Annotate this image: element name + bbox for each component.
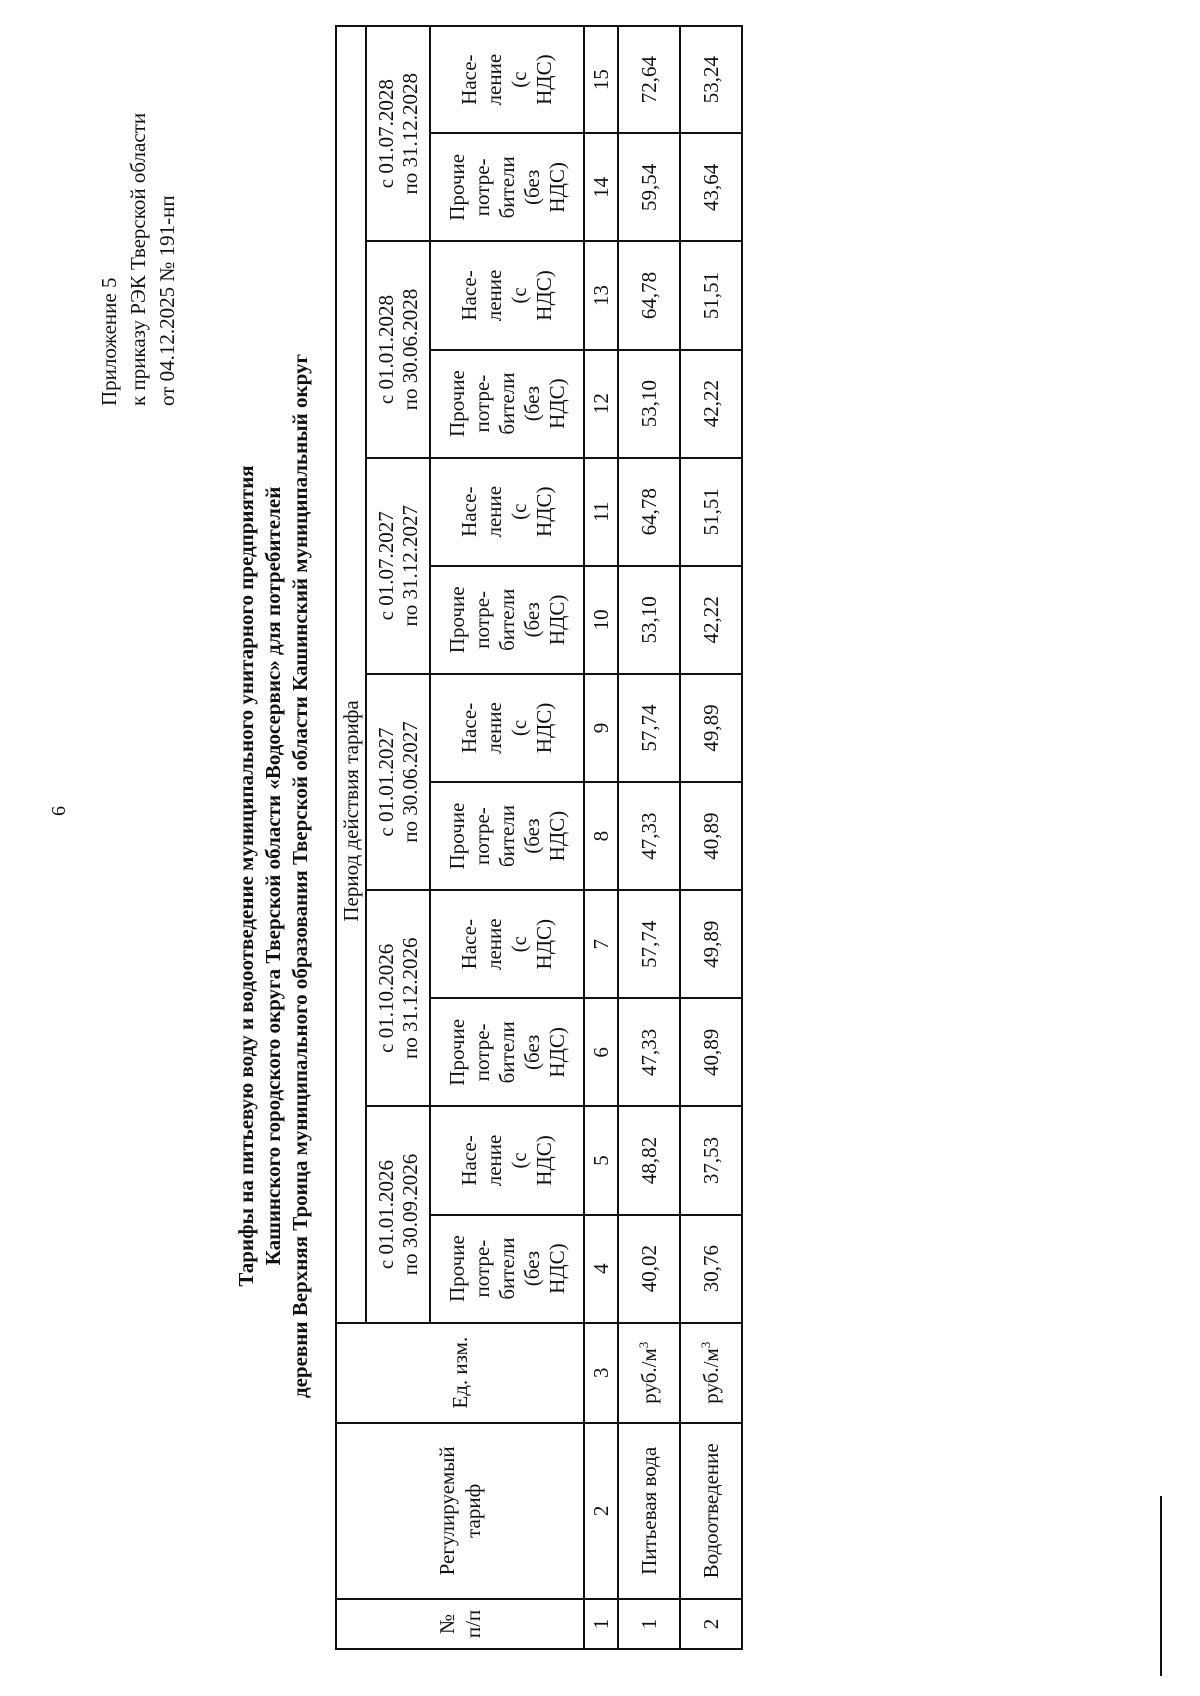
footnote-rule — [1160, 1496, 1162, 1676]
period-to: по 31.12.2026 — [398, 937, 422, 1060]
tariff-value: 51,51 — [680, 458, 742, 566]
header-no: № п/п — [336, 1599, 584, 1649]
consumer-population-text: НДС) — [532, 1135, 556, 1186]
consumer-population-text: (с — [507, 503, 531, 520]
column-number: 7 — [584, 890, 618, 998]
consumer-population-text: (с — [507, 287, 531, 304]
period-from: с 01.07.2027 — [374, 511, 398, 621]
consumer-other-text: бители — [494, 1237, 519, 1300]
tariff-value: 42,22 — [680, 350, 742, 458]
consumer-other-text: (без — [519, 1250, 544, 1287]
tariff-value: 42,22 — [680, 566, 742, 674]
consumer-other-2 — [430, 998, 584, 1106]
period-to: по 31.12.2028 — [398, 72, 422, 195]
consumer-other-3 — [430, 782, 584, 890]
consumer-population-text: Насе- — [457, 54, 481, 105]
consumer-other-text: (без — [519, 818, 544, 854]
consumer-population-6 — [430, 26, 584, 133]
tariff-value: 57,74 — [618, 674, 680, 782]
period-dates-1 — [366, 1106, 430, 1322]
consumer-population-text: (с — [507, 719, 531, 737]
consumer-other-4 — [430, 566, 584, 674]
tariff-value: 53,10 — [618, 350, 680, 458]
tariff-value: 30,76 — [680, 1215, 742, 1323]
consumer-other-text: (без — [519, 385, 544, 422]
header-tariff: Регулируемый тариф — [336, 1423, 584, 1599]
consumer-other-text: потре- — [469, 1023, 494, 1082]
consumer-other-text: потре- — [469, 807, 494, 865]
tariff-value: 47,33 — [618, 998, 680, 1106]
consumer-population-text: НДС) — [532, 702, 556, 754]
consumer-other-text: бители — [494, 156, 519, 219]
title-line-3: деревни Верхняя Троица муниципального образования Тверской области Кашинский муниципальный округ — [288, 353, 312, 1399]
tariff-table — [335, 25, 743, 1650]
period-dates-2 — [366, 890, 430, 1106]
consumer-other-text: НДС) — [544, 594, 569, 646]
consumer-population-text: ление — [482, 485, 506, 538]
appendix-block — [95, 113, 182, 406]
tariff-value: 59,54 — [618, 133, 680, 241]
title-line-2: Кашинского городского округа Тверской области «Водосервис» для потребителей — [261, 486, 285, 1266]
column-number: 15 — [584, 26, 618, 133]
column-number: 11 — [584, 458, 618, 566]
tariff-value: 53,24 — [680, 26, 742, 133]
consumer-population-text: НДС) — [532, 270, 556, 321]
unit-text: руб./м — [637, 1348, 661, 1404]
consumer-other-text: потре- — [469, 590, 494, 649]
page-number: 6 — [48, 806, 70, 816]
row-no: 1 — [618, 1599, 680, 1649]
consumer-other-text: (без — [519, 169, 544, 205]
column-number: 4 — [584, 1215, 618, 1323]
consumer-population-text: (с — [507, 936, 531, 953]
column-number: 2 — [584, 1423, 618, 1599]
tariff-value: 72,64 — [618, 26, 680, 133]
consumer-population-text: Насе- — [457, 270, 481, 321]
period-to: по 30.06.2028 — [398, 288, 422, 411]
column-number: 10 — [584, 566, 618, 674]
column-number: 8 — [584, 782, 618, 890]
consumer-population-text: ление — [482, 53, 506, 106]
column-number: 1 — [584, 1599, 618, 1649]
consumer-population-1 — [430, 1106, 584, 1214]
column-number: 9 — [584, 674, 618, 782]
period-to: по 30.09.2026 — [398, 1153, 422, 1276]
title-line-1: Тарифы на питьевую воду и водоотведение муниципального унитарного предприятия — [234, 465, 258, 1287]
appendix-line-1: Приложение 5 — [97, 277, 121, 406]
consumer-population-text: Насе- — [457, 486, 481, 537]
period-to: по 30.06.2027 — [398, 721, 422, 843]
tariff-value: 49,89 — [680, 674, 742, 782]
period-from: с 01.10.2026 — [374, 943, 398, 1053]
consumer-population-text: НДС) — [532, 486, 556, 537]
consumer-population-text: ление — [482, 918, 506, 971]
header-row-period — [336, 26, 366, 1649]
tariff-value: 64,78 — [618, 458, 680, 566]
consumer-other-text: потре- — [469, 158, 494, 217]
tariff-value: 57,74 — [618, 890, 680, 998]
consumer-other-text: НДС) — [544, 1243, 569, 1294]
column-number: 3 — [584, 1323, 618, 1423]
consumer-other-text: Прочие — [444, 370, 469, 437]
row-unit — [618, 1323, 680, 1423]
consumer-population-4 — [430, 458, 584, 566]
consumer-other-1 — [430, 1215, 584, 1323]
row-no: 2 — [680, 1599, 742, 1649]
consumer-other-6 — [430, 133, 584, 241]
tariff-value: 47,33 — [618, 782, 680, 890]
tariff-value: 40,89 — [680, 998, 742, 1106]
tariff-value: 40,02 — [618, 1215, 680, 1323]
consumer-other-text: НДС) — [544, 1027, 569, 1078]
tariff-value: 43,64 — [680, 133, 742, 241]
consumer-other-text: потре- — [469, 1239, 494, 1298]
column-number: 5 — [584, 1106, 618, 1214]
period-from: с 01.07.2028 — [374, 79, 398, 189]
document-title — [233, 176, 314, 1576]
row-tariff-name: Водоотведение — [680, 1423, 742, 1599]
column-number-row — [584, 26, 618, 1649]
tariff-value: 40,89 — [680, 782, 742, 890]
column-number: 12 — [584, 350, 618, 458]
consumer-population-text: НДС) — [532, 918, 556, 970]
row-unit — [680, 1323, 742, 1423]
header-period: Период действия тарифа — [336, 26, 366, 1323]
consumer-other-text: бители — [494, 588, 519, 651]
row-tariff-name: Питьевая вода — [618, 1423, 680, 1599]
consumer-other-text: бители — [494, 805, 519, 868]
period-dates-6 — [366, 26, 430, 241]
consumer-population-2 — [430, 890, 584, 998]
column-number: 13 — [584, 241, 618, 349]
tariff-value: 37,53 — [680, 1106, 742, 1214]
consumer-other-text: Прочие — [444, 153, 469, 221]
tariff-value: 49,89 — [680, 890, 742, 998]
unit-superscript: 3 — [698, 1341, 713, 1349]
appendix-line-2: к приказу РЭК Тверской области — [126, 112, 150, 406]
tariff-value: 53,10 — [618, 566, 680, 674]
period-dates-3 — [366, 674, 430, 890]
period-from: с 01.01.2026 — [374, 1159, 398, 1270]
consumer-other-text: (без — [519, 1034, 544, 1070]
consumer-other-text: Прочие — [444, 802, 469, 870]
consumer-population-text: (с — [507, 71, 531, 88]
header-unit: Ед. изм. — [336, 1323, 584, 1423]
consumer-population-text: ление — [482, 1134, 506, 1187]
column-number: 6 — [584, 998, 618, 1106]
consumer-population-text: ление — [482, 269, 506, 322]
consumer-other-text: бители — [494, 1021, 519, 1084]
consumer-population-3 — [430, 674, 584, 782]
appendix-line-3: от 04.12.2025 № 191-нп — [155, 195, 179, 406]
period-dates-5 — [366, 241, 430, 457]
consumer-population-text: Насе- — [457, 1135, 481, 1186]
tariff-value: 48,82 — [618, 1106, 680, 1214]
consumer-other-text: НДС) — [544, 810, 569, 862]
consumer-other-text: НДС) — [544, 162, 569, 213]
consumer-population-text: Насе- — [457, 702, 481, 754]
period-from: с 01.01.2027 — [374, 727, 398, 837]
column-number: 14 — [584, 133, 618, 241]
consumer-population-text: НДС) — [532, 54, 556, 105]
consumer-other-text: потре- — [469, 374, 494, 433]
table-row — [680, 26, 742, 1649]
unit-text: руб./м — [699, 1348, 723, 1404]
consumer-other-text: Прочие — [444, 1018, 469, 1086]
period-dates-4 — [366, 458, 430, 674]
unit-superscript: 3 — [636, 1341, 651, 1349]
consumer-other-text: Прочие — [444, 586, 469, 654]
tariff-value: 64,78 — [618, 241, 680, 349]
consumer-population-text: Насе- — [457, 919, 481, 970]
consumer-other-text: Прочие — [444, 1235, 469, 1302]
consumer-population-5 — [430, 241, 584, 349]
consumer-population-text: (с — [507, 1152, 531, 1169]
consumer-population-text: ление — [482, 702, 506, 754]
table-row — [618, 26, 680, 1649]
period-to: по 31.12.2027 — [398, 505, 422, 627]
consumer-other-text: (без — [519, 602, 544, 638]
consumer-other-5 — [430, 350, 584, 458]
consumer-other-text: бители — [494, 372, 519, 435]
period-from: с 01.01.2028 — [374, 294, 398, 405]
tariff-value: 51,51 — [680, 241, 742, 349]
consumer-other-text: НДС) — [544, 378, 569, 429]
